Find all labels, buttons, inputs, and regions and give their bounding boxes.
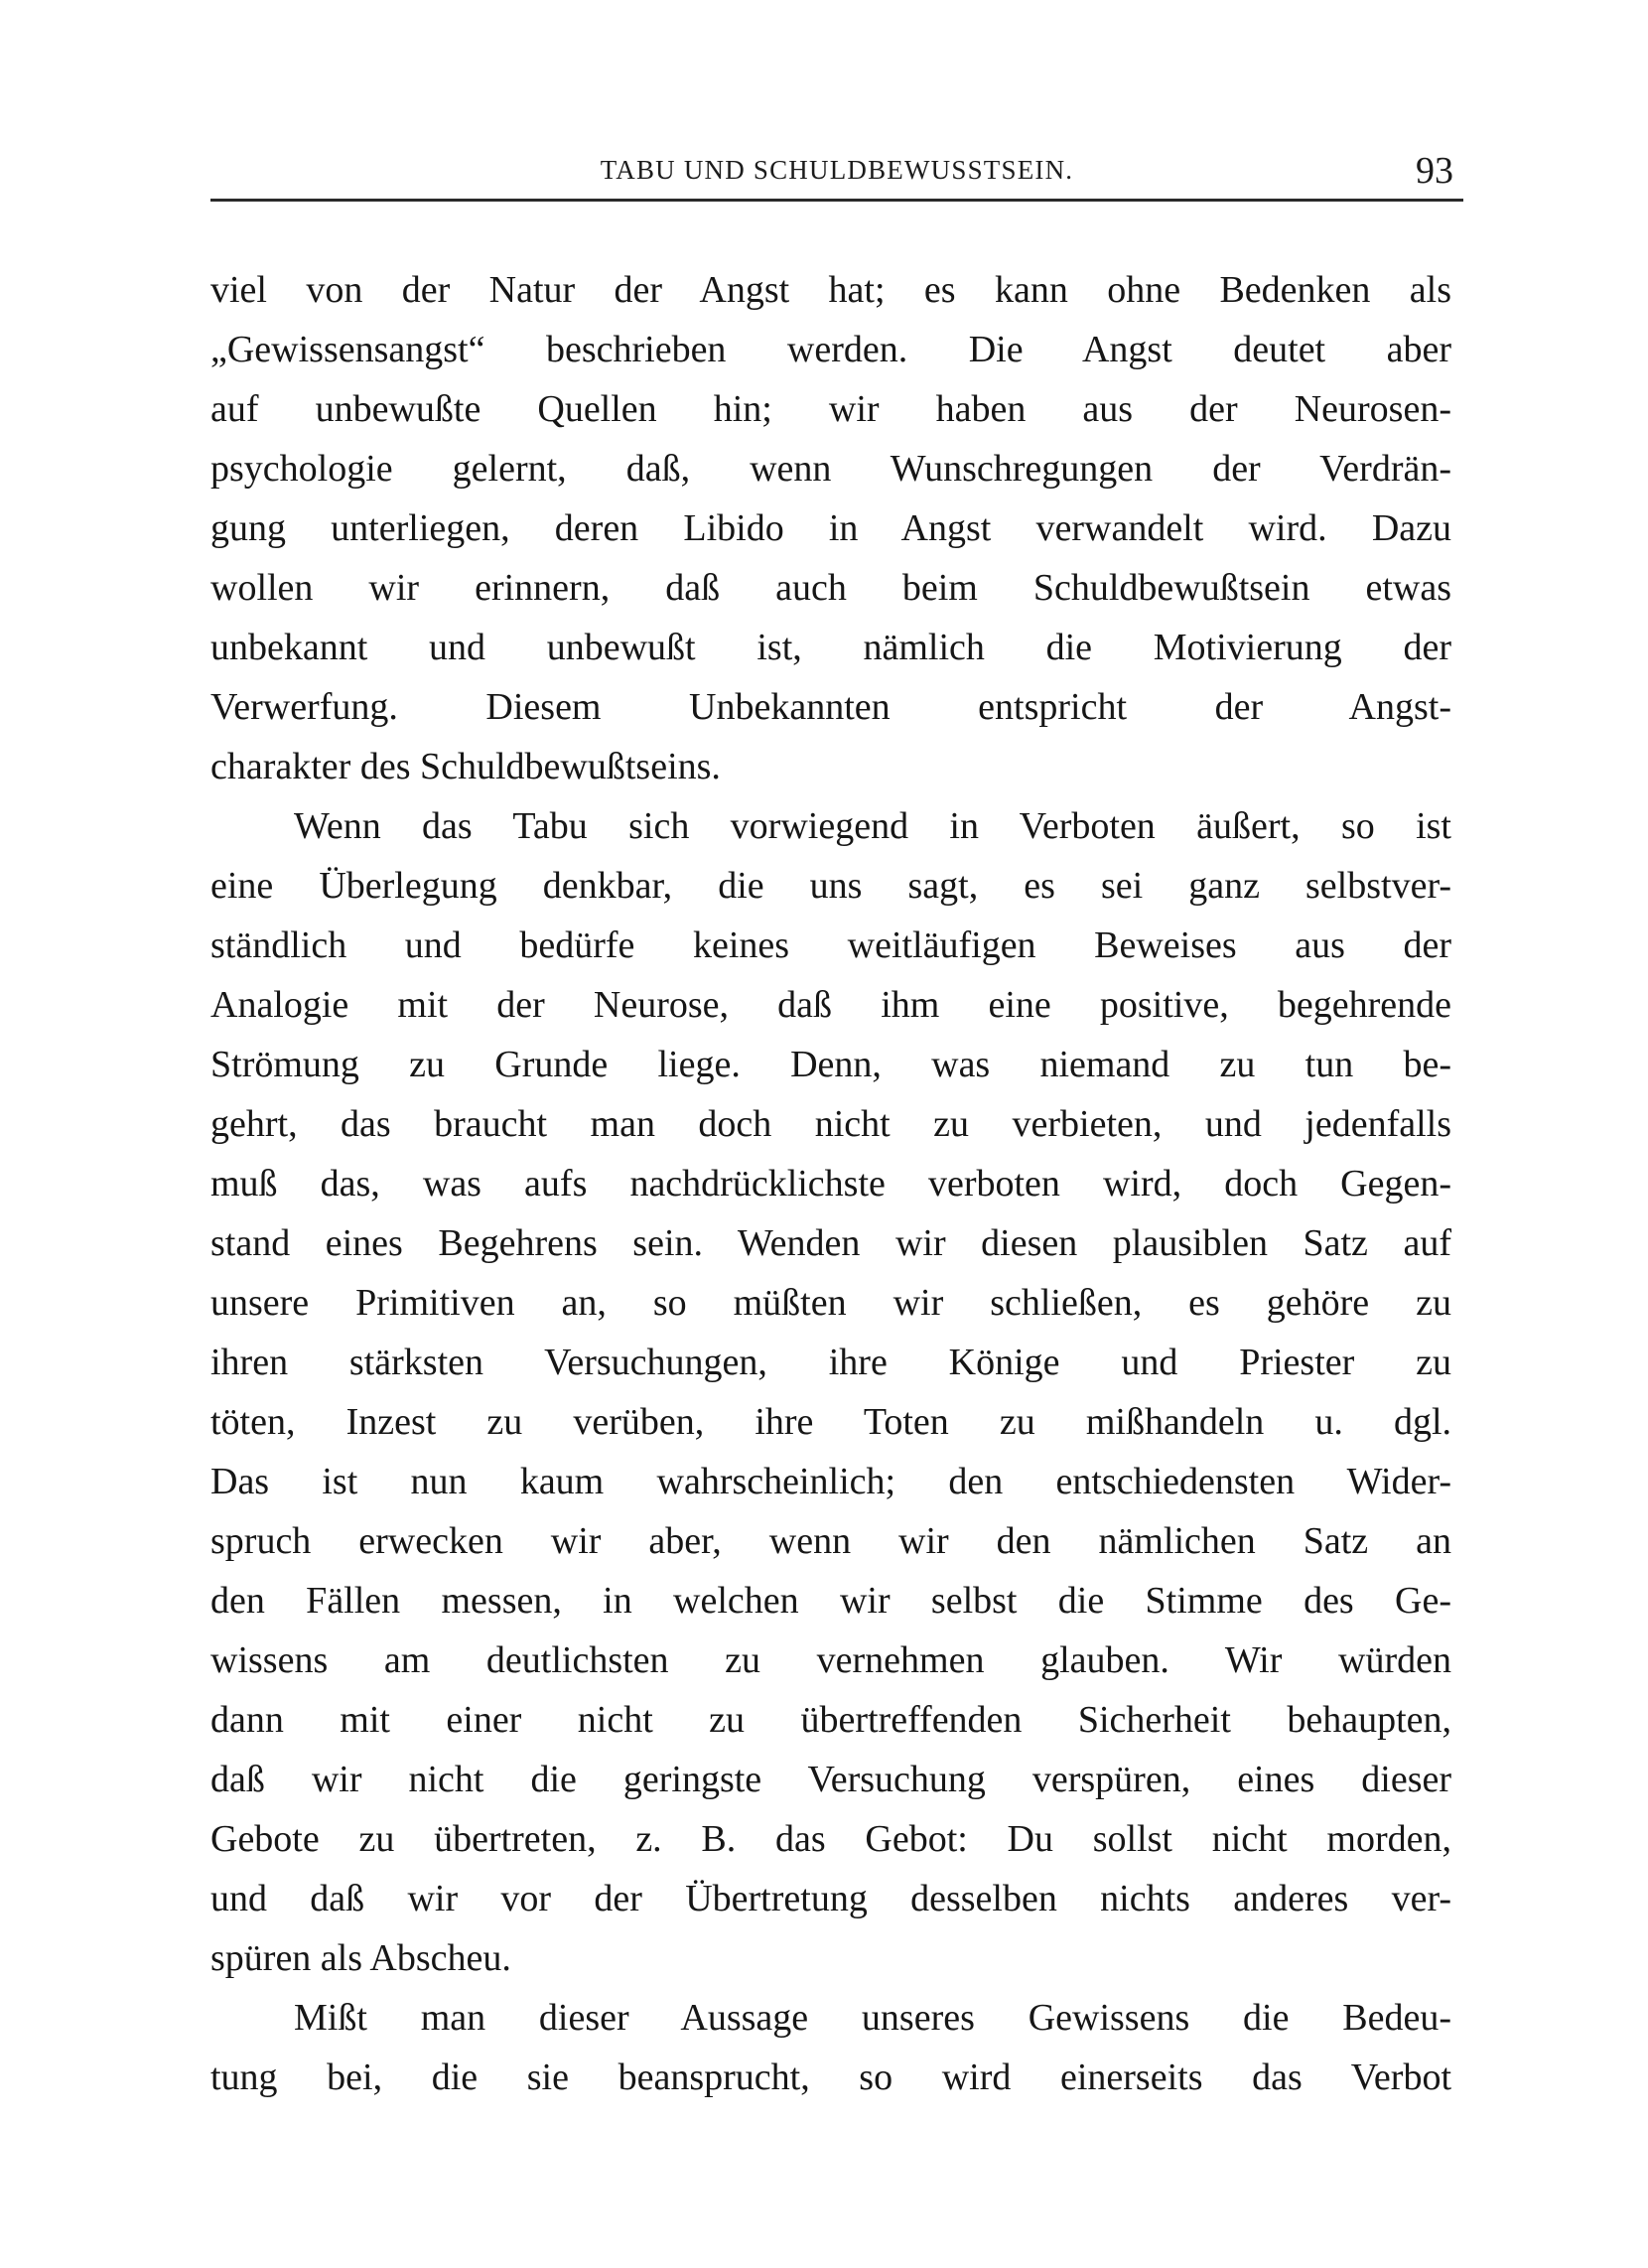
- paragraph-2: [210, 796, 1451, 1988]
- text-line: psychologie gelernt, daß, wenn Wunschregungen der Verdrän-: [210, 448, 1451, 490]
- text-line: unbekannt und unbewußt ist, nämlich die Motivierung der: [210, 627, 1451, 668]
- paragraph-1: [210, 260, 1451, 796]
- text-line: spruch erwecken wir aber, wenn wir den nämlichen Satz an: [210, 1520, 1451, 1562]
- text-line: Das ist nun kaum wahrscheinlich; den entschiedensten Wider-: [210, 1461, 1451, 1502]
- running-title: TABU UND SCHULDBEWUSSTSEIN.: [600, 155, 1074, 185]
- text-line: und daß wir vor der Übertretung desselben nichts anderes ver-: [210, 1878, 1451, 1919]
- body-text: [210, 260, 1451, 2107]
- text-line: gehrt, das braucht man doch nicht zu verbieten, und jedenfalls: [210, 1103, 1451, 1145]
- text-line: spüren als Abscheu.: [210, 1937, 511, 1979]
- text-line: Verwerfung. Diesem Unbekannten entspricht der Angst-: [210, 686, 1451, 728]
- running-head: [210, 147, 1463, 197]
- header-rule: [210, 199, 1463, 202]
- text-line: den Fällen messen, in welchen wir selbst die Stimme des Ge-: [210, 1580, 1451, 1622]
- text-line: ständlich und bedürfe keines weitläufigen Beweises aus der: [210, 924, 1451, 966]
- text-line: töten, Inzest zu verüben, ihre Toten zu mißhandeln u. dgl.: [210, 1401, 1451, 1443]
- text-line: „Gewissensangst“ beschrieben werden. Die Angst deutet aber: [210, 329, 1451, 370]
- text-line: wissens am deutlichsten zu vernehmen glauben. Wir würden: [210, 1639, 1451, 1681]
- text-line: unsere Primitiven an, so müßten wir schließen, es gehöre zu: [210, 1282, 1451, 1324]
- text-line: charakter des Schuldbewußtseins.: [210, 746, 721, 787]
- text-line: viel von der Natur der Angst hat; es kann ohne Bedenken als: [210, 269, 1451, 311]
- text-line: dann mit einer nicht zu übertreffenden Sicherheit behaupten,: [210, 1699, 1451, 1741]
- page-number: 93: [1416, 150, 1453, 192]
- text-line: Mißt man dieser Aussage unseres Gewissens die Bedeu-: [294, 1997, 1451, 2039]
- text-line: ihren stärksten Versuchungen, ihre Könige und Priester zu: [210, 1342, 1451, 1383]
- text-line: gung unterliegen, deren Libido in Angst verwandelt wird. Dazu: [210, 507, 1451, 549]
- text-line: tung bei, die sie beansprucht, so wird einerseits das Verbot: [210, 2056, 1451, 2098]
- text-line: stand eines Begehrens sein. Wenden wir diesen plausiblen Satz auf: [210, 1222, 1451, 1264]
- text-line: eine Überlegung denkbar, die uns sagt, es sei ganz selbstver-: [210, 865, 1451, 907]
- text-line: wollen wir erinnern, daß auch beim Schuldbewußtsein etwas: [210, 567, 1451, 609]
- paragraph-3: [210, 1988, 1451, 2107]
- text-line: Analogie mit der Neurose, daß ihm eine positive, begehrende: [210, 984, 1451, 1026]
- text-line: auf unbewußte Quellen hin; wir haben aus der Neurosen-: [210, 388, 1451, 430]
- text-line: Gebote zu übertreten, z. B. das Gebot: Du sollst nicht morden,: [210, 1818, 1451, 1860]
- text-line: muß das, was aufs nachdrücklichste verboten wird, doch Gegen-: [210, 1163, 1451, 1205]
- text-line: daß wir nicht die geringste Versuchung verspüren, eines dieser: [210, 1759, 1451, 1800]
- text-line: Wenn das Tabu sich vorwiegend in Verboten äußert, so ist: [294, 805, 1451, 847]
- text-line: Strömung zu Grunde liege. Denn, was niemand zu tun be-: [210, 1044, 1451, 1085]
